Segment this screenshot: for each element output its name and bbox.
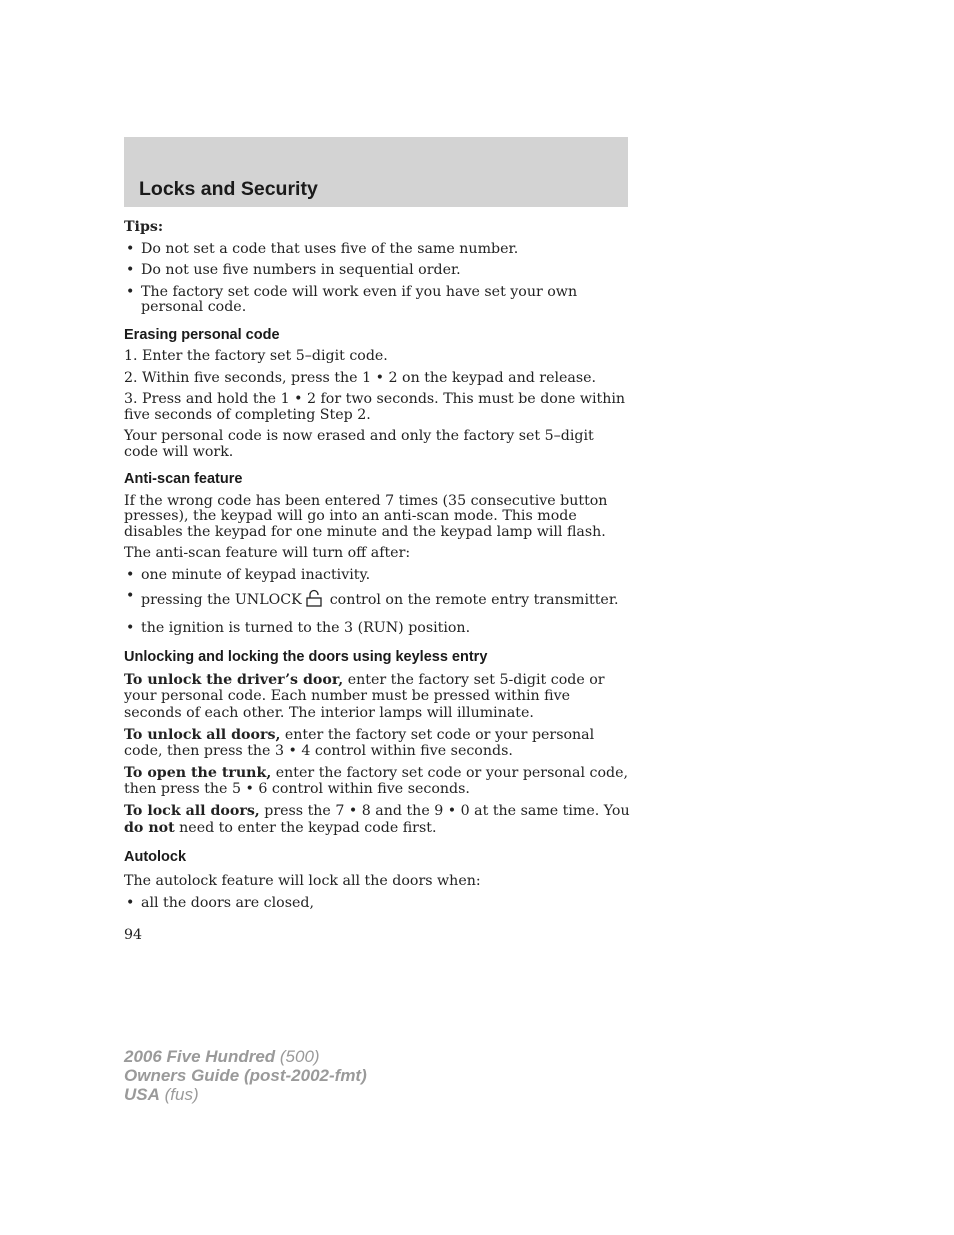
keyless-para-3: To open the trunk, enter the factory set code or your personal code, then press the 5 • 6 control within five seconds. — [124, 765, 629, 797]
list-item: • Do not set a code that uses five of the same number. — [126, 240, 519, 257]
keyless-para-2: To unlock all doors, enter the factory set code or your personal code, then press the 3 • 4 control within five seconds. — [124, 727, 595, 759]
section-header — [124, 137, 628, 207]
page-number: 94 — [124, 927, 143, 943]
erasing-step-3: 3. Press and hold the 1 • 2 for two seconds. This must be done within five seconds of completing Step 2. — [124, 391, 626, 423]
list-item: • the ignition is turned to the 3 (RUN) position. — [126, 619, 471, 636]
bullet: • — [126, 566, 135, 583]
page-content — [124, 220, 630, 918]
bullet: • — [126, 240, 135, 257]
bullet: • — [126, 619, 135, 636]
bullet: • — [126, 262, 135, 278]
antiscan-list — [124, 568, 630, 637]
list-item: • The factory set code will work even if you have set your own personal code. — [126, 283, 578, 315]
document-footer — [124, 1047, 367, 1104]
antiscan-para-1: If the wrong code has been entered 7 times (35 consecutive button presses), the keypad will go into an anti-scan mode. This mode disables the keypad for one minute and the keypad lamp will flash. — [124, 492, 608, 540]
tips-label: Tips: — [124, 219, 164, 235]
bullet: • — [126, 588, 135, 604]
autolock-list — [124, 896, 630, 912]
footer-line-1: 2006 Five Hundred (500) — [124, 1047, 320, 1066]
footer-line-2: Owners Guide (post-2002-fmt) — [124, 1066, 367, 1085]
antiscan-para-2: The anti-scan feature will turn off after: — [124, 545, 411, 561]
section-title: Locks and Security — [139, 178, 318, 200]
footer-line-3: USA (fus) — [124, 1085, 199, 1104]
antiscan-heading: Anti-scan feature — [124, 471, 243, 487]
list-item: • Do not use five numbers in sequential order. — [126, 262, 461, 278]
list-item: • all the doors are closed, — [126, 895, 314, 911]
list-item: • one minute of keypad inactivity. — [126, 566, 371, 583]
bullet: • — [126, 283, 135, 300]
autolock-para: The autolock feature will lock all the doors when: — [124, 872, 481, 889]
erasing-note: Your personal code is now erased and only the factory set 5–digit code will work. — [124, 428, 594, 460]
keyless-para-4: To lock all doors, press the 7 • 8 and the 9 • 0 at the same time. You do not need to enter the keypad code first. — [124, 803, 630, 836]
tips-list — [124, 242, 630, 316]
keyless-para-1: To unlock the driver’s door, enter the factory set 5-digit code or your personal code. Each number must be pressed within five seconds of each other. The interior lamps will illuminate. — [124, 671, 605, 721]
bullet: • — [126, 895, 135, 911]
list-item: • pressing the UNLOCK control on the remote entry transmitter. — [124, 589, 630, 612]
keyless-heading: Unlocking and locking the doors using keyless entry — [124, 649, 488, 665]
erasing-step-1: 1. Enter the factory set 5–digit code. — [124, 348, 388, 364]
erasing-step-2: 2. Within five seconds, press the 1 • 2 on the keypad and release. — [124, 369, 597, 386]
erasing-heading: Erasing personal code — [124, 326, 280, 343]
unlock-icon — [306, 589, 322, 612]
autolock-heading: Autolock — [124, 849, 187, 865]
